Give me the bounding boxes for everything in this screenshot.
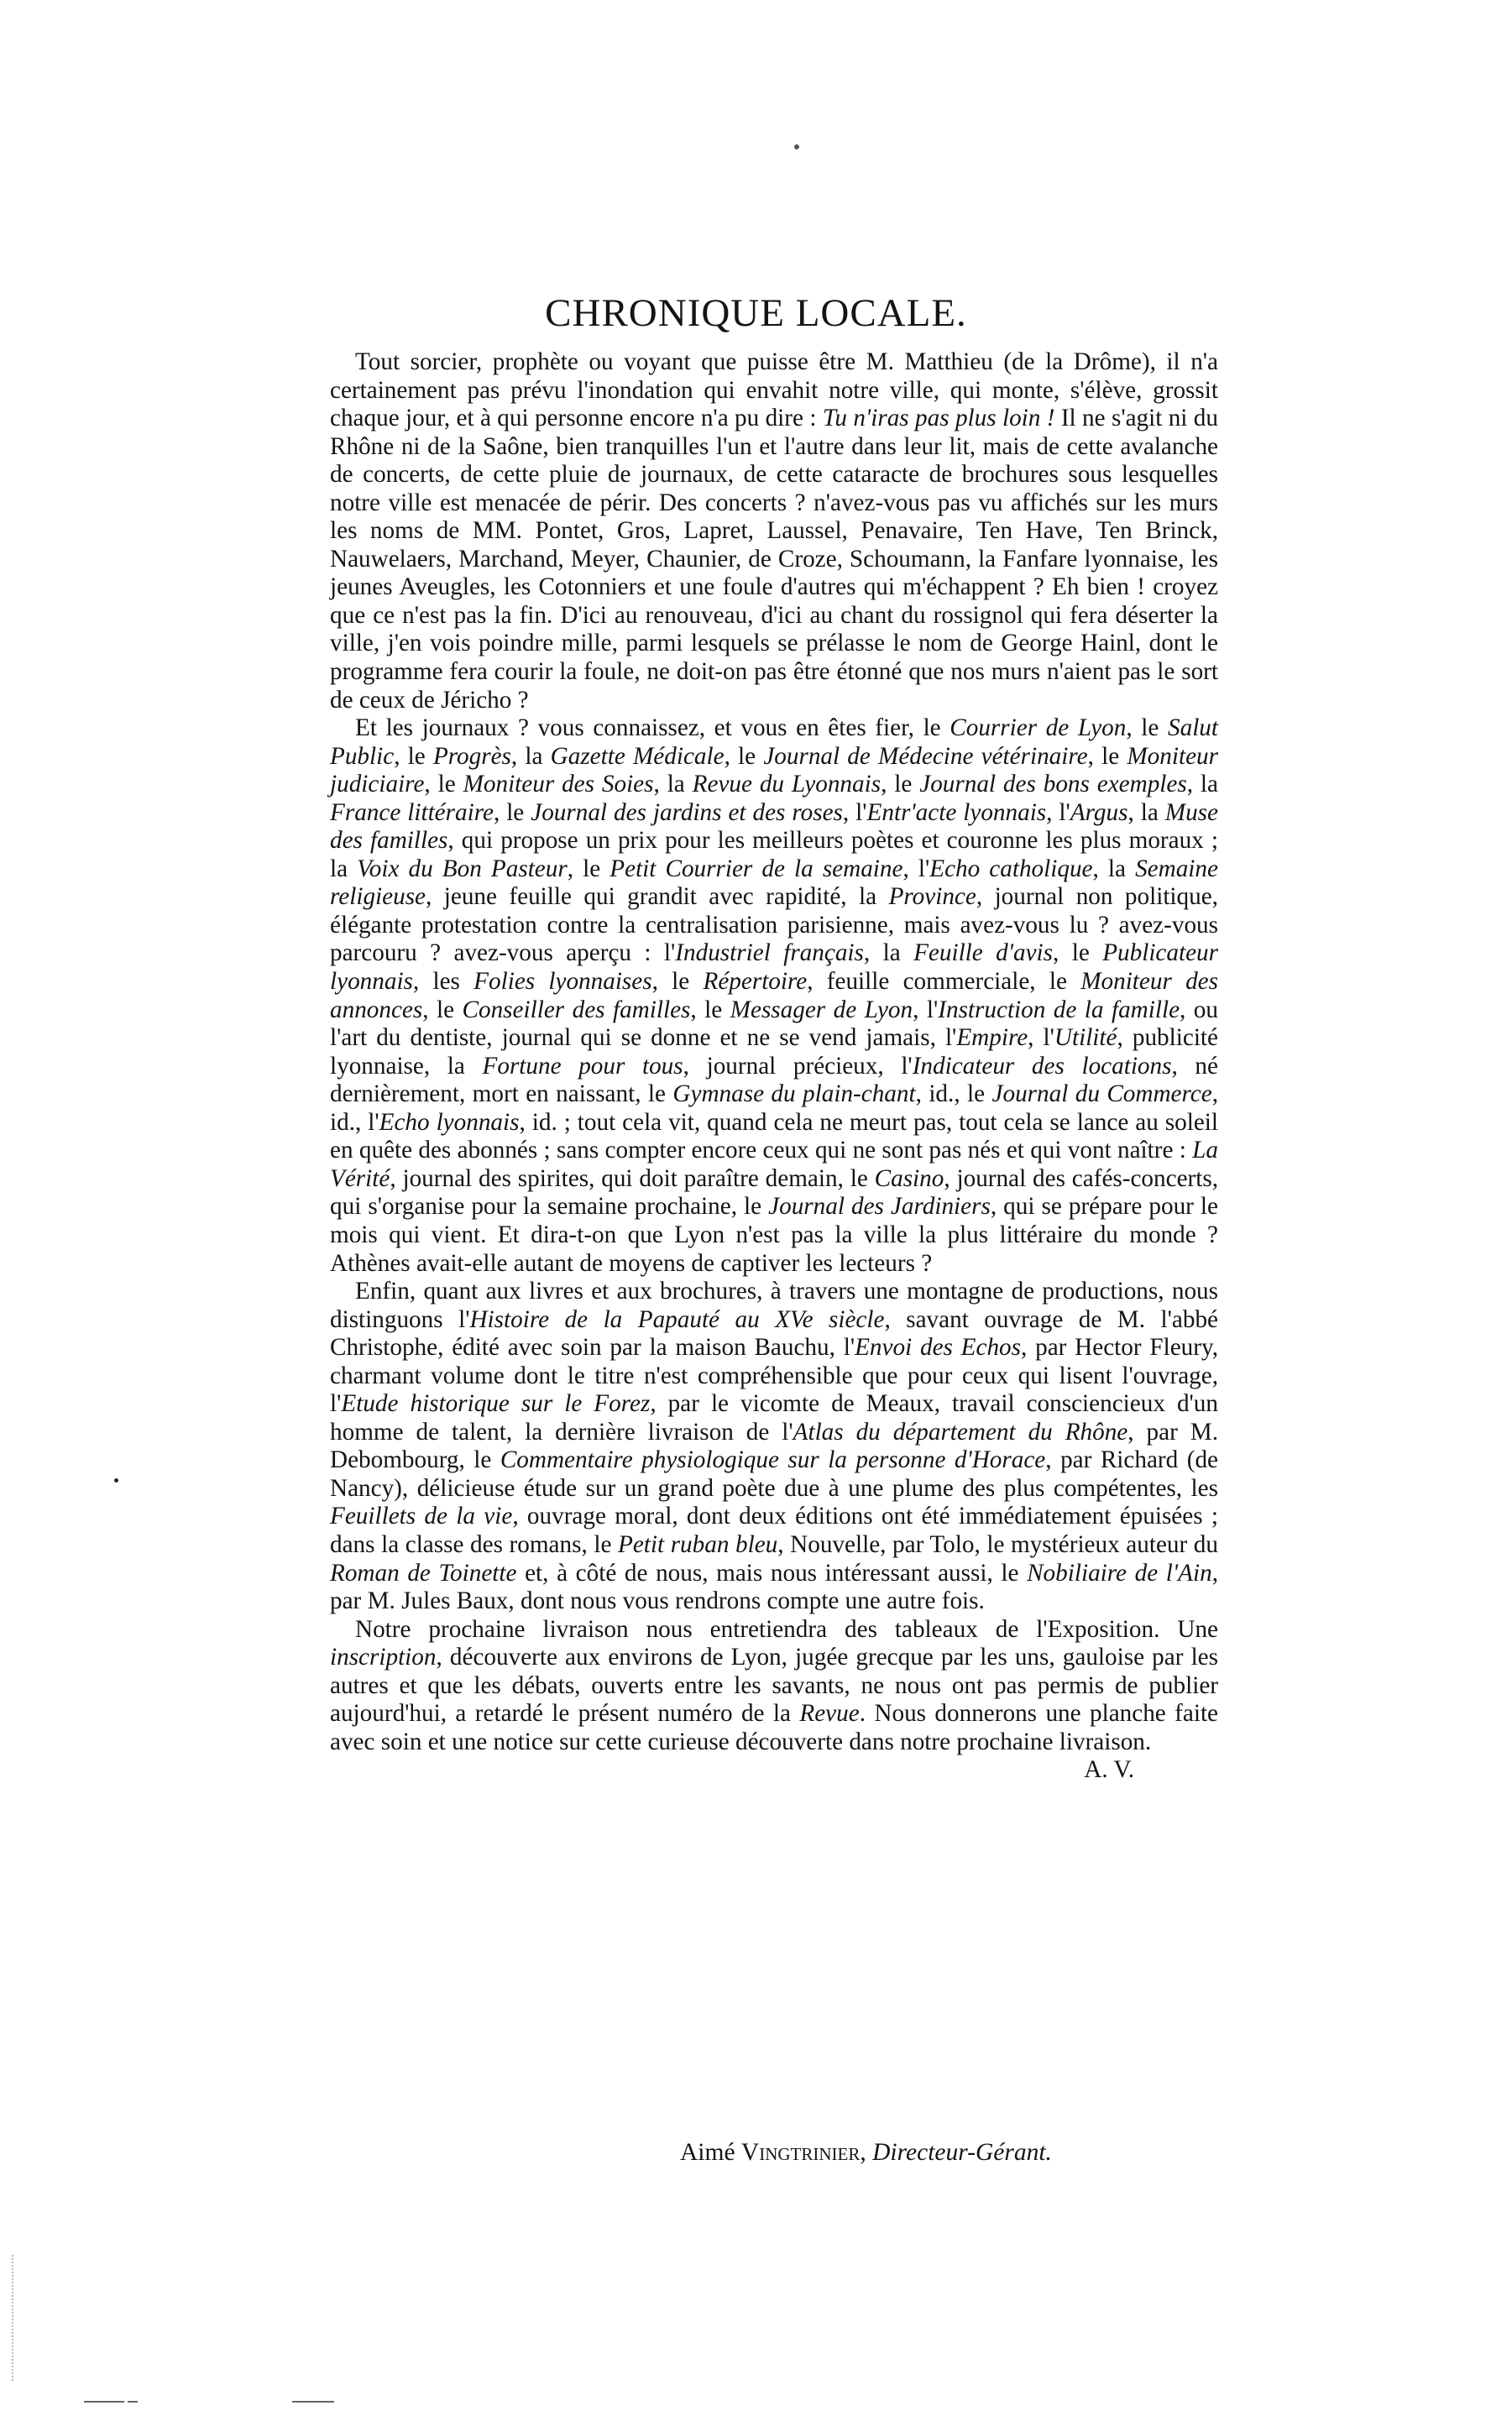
italic-title: Argus	[1070, 798, 1128, 826]
italic-title: Feuille d'avis	[913, 939, 1053, 967]
italic-title: Utilité	[1054, 1024, 1117, 1052]
italic-title: Journal des Jardiniers	[768, 1193, 991, 1221]
footer-rule	[292, 2401, 334, 2403]
paragraph-prochaine-livraison	[330, 1615, 1219, 1784]
italic-title: Gazette Médicale	[550, 742, 725, 770]
text-run: Et les journaux ? vous connaissez, et vous en êtes fier, le	[355, 714, 950, 742]
italic-title: Echo catholique	[929, 855, 1093, 882]
text-run: , le	[651, 968, 704, 996]
signature-role: Directeur-Gérant.	[872, 2139, 1052, 2166]
italic-title: Province	[888, 883, 976, 911]
italic-title: Journal du Commerce	[991, 1080, 1212, 1108]
text-run: , le	[724, 742, 764, 770]
text-run: , par Hector Fleury, charmant volume dont le titre n'est compréhensible que pour ceux qui lisent l'ouvrage, l'	[330, 1334, 1218, 1418]
text-run: , les	[412, 968, 474, 996]
italic-title: Voix du Bon Pasteur	[357, 855, 568, 882]
italic-title: Echo lyonnais	[379, 1108, 520, 1136]
text-run: , découverte aux environs de Lyon, jugée grecque par les uns, gauloise par les autres et que les débats, ouverts entre les savants, ne nous ont pas permis de publier aujourd'hui, a retardé le présent numéro de la	[330, 1644, 1218, 1728]
text-run: . Nous donnerons une planche faite avec soin et une notice sur cette curieuse découverte dans notre prochaine livraison.	[330, 1700, 1219, 1755]
text-run: , par M. Jules Baux, dont nous vous rendrons compte une autre fois.	[330, 1559, 1218, 1615]
text-run: , la	[1127, 798, 1165, 826]
italic-title: Muse des familles	[330, 798, 1218, 855]
italic-title: Histoire de la Papauté au XVe siècle	[469, 1305, 885, 1333]
margin-speck	[114, 1478, 118, 1483]
text-run: , journal non politique, élégante protestation contre la centralisation parisienne, mais avez-vous lu ? avez-vous parcouru ? avez-vous aperçu : l'	[330, 883, 1218, 967]
italic-title: Tu n'iras pas plus loin !	[822, 405, 1055, 432]
text-run: et, à côté de nous, mais nous intéressant aussi, le	[516, 1559, 1028, 1587]
italic-title: Courrier de Lyon	[950, 714, 1127, 742]
text-run: , qui propose un prix pour les meilleurs poètes et couronne les plus moraux ; la	[330, 827, 1218, 882]
italic-title: Empire	[956, 1024, 1028, 1052]
italic-title: Industriel français	[675, 939, 864, 967]
text-run: , le	[1126, 714, 1168, 742]
text-run: Tout sorcier, prophète ou voyant que puisse être M. Matthieu (de la Drôme), il n'a certainement pas prévu l'inondation qui envahit notre ville, qui monte, s'élève, grossit chaque jour, et à qui personne encore n'a pu dire :	[330, 348, 1218, 432]
italic-title: Nobiliaire de l'Ain	[1027, 1559, 1212, 1587]
italic-title: Revue du Lyonnais	[692, 771, 882, 798]
section-title: CHRONIQUE LOCALE.	[545, 291, 967, 335]
italic-title: Publicateur lyonnais	[330, 939, 1218, 996]
italic-title: Journal des bons exemples	[919, 771, 1187, 798]
footer-rule	[128, 2401, 138, 2403]
italic-title: Répertoire	[703, 968, 808, 996]
text-run: , savant ouvrage de M. l'abbé Christophe, édité avec soin par la maison Bauchu, l'	[330, 1305, 1218, 1362]
text-run: , la	[863, 939, 914, 967]
text-run: , jeune feuille qui grandit avec rapidité, la	[426, 883, 889, 911]
text-run: , le	[690, 996, 730, 1023]
signature-last-name: Vingtrinier,	[740, 2139, 866, 2166]
italic-title: Folies lyonnaises	[473, 968, 652, 996]
text-run: , id., le	[915, 1080, 992, 1108]
text-run: , le	[567, 855, 610, 882]
italic-title: Instruction de la famille	[938, 996, 1180, 1023]
text-run: , ou l'art du dentiste, journal qui se donne et ne se vend jamais, l'	[330, 996, 1218, 1052]
paragraph-concerts	[330, 348, 1218, 714]
footer-rule	[84, 2401, 124, 2403]
italic-title: Feuillets de la vie	[330, 1503, 513, 1530]
text-run: , le	[493, 798, 531, 826]
italic-title: Entr'acte lyonnais	[866, 798, 1047, 826]
text-run: , journal des spirites, qui doit paraître demain, le	[390, 1164, 875, 1192]
italic-title: Fortune pour tous	[482, 1052, 683, 1080]
italic-title: Envoi des Echos	[855, 1334, 1022, 1362]
italic-title: Progrès	[432, 742, 511, 770]
text-run: , la	[1092, 855, 1136, 882]
italic-title: Revue	[799, 1700, 860, 1728]
text-run: , Nouvelle, par Tolo, le mystérieux auteur du	[777, 1530, 1218, 1558]
text-run: , l'	[902, 855, 930, 882]
paragraph-journaux	[330, 714, 1218, 1278]
italic-title: Roman de Toinette	[330, 1559, 517, 1587]
italic-title: Moniteur des annonces	[330, 968, 1218, 1023]
text-run: , l'	[913, 996, 939, 1023]
text-run: , le	[394, 742, 433, 770]
text-run: , le	[1087, 742, 1127, 770]
text-run: , le	[424, 771, 463, 798]
page-mark	[794, 144, 799, 149]
signature-line	[680, 2139, 1052, 2167]
text-run: , la	[1186, 771, 1218, 798]
italic-title: Gymnase du plain-chant	[672, 1080, 916, 1108]
italic-title: Salut Public	[330, 714, 1218, 770]
text-run: , par le vicomte de Meaux, travail consciencieux d'un homme de talent, la dernière livraison de l'	[330, 1390, 1218, 1446]
text-run: , journal des cafés-concerts, qui s'organise pour la semaine prochaine, le	[330, 1164, 1219, 1221]
text-run: Il ne s'agit ni du Rhône ni de la Saône, bien tranquilles l'un et l'autre dans leur lit, mais de cette avalanche de concerts, de cette pluie de journaux, de cette cataracte de brochures sous lesquelles notre ville est menacée de périr. Des concerts ? n'avez-vous pas vu affichés sur les murs les noms de MM. Pontet, Gros, Lapret, Laussel, Penavaire, Ten Have, Ten Brinck, Nauwelaers, Marchand, Meyer, Chaunier, de Croze, Schoumann, la Fanfare lyonnaise, les jeunes Aveugles, les Cotonniers et une foule d'autres qui m'échappent ? Eh bien ! croyez que ce n'est pas la fin. D'ici au renouveau, d'ici au chant du rossignol qui fera déserter la ville, j'en vois poindre mille, parmi lesquels se prélasse le nom de George Hainl, dont le programme fera courir la foule, ne doit-on pas être étonné que nos murs n'aient pas le sort de ceux de Jéricho ?	[330, 405, 1218, 714]
text-run: Enfin, quant aux livres et aux brochures, à travers une montagne de productions, nous distinguons l'	[330, 1278, 1218, 1333]
italic-title: inscription	[330, 1644, 437, 1671]
italic-title: Moniteur judiciaire	[330, 742, 1218, 798]
italic-title: Casino	[874, 1164, 944, 1192]
text-run: , né dernièrement, mort en naissant, le	[330, 1052, 1218, 1108]
italic-title: Moniteur des Soies	[463, 771, 654, 798]
text-run: , le	[1053, 939, 1103, 967]
italic-title: La Vérité	[330, 1137, 1218, 1192]
italic-title: Journal des jardins et des roses	[531, 798, 843, 826]
article-body	[330, 348, 1218, 1785]
italic-title: Messager de Lyon	[730, 996, 913, 1023]
italic-title: Commentaire physiologique sur la personne d'Horace	[500, 1446, 1046, 1474]
text-run: , publicité lyonnaise, la	[330, 1024, 1218, 1080]
italic-title: Petit ruban bleu	[618, 1530, 778, 1558]
text-run: , id. ; tout cela vit, quand cela ne meurt pas, tout cela se lance au soleil en quête des abonnés ; sans compter encore ceux qui ne sont pas nés et qui vont naître :	[330, 1108, 1218, 1164]
text-run: , id., l'	[330, 1080, 1218, 1136]
paragraph-livres	[330, 1278, 1218, 1616]
text-run: , l'	[842, 798, 867, 826]
italic-title: Indicateur des locations	[912, 1052, 1172, 1080]
italic-title: Conseiller des familles	[462, 996, 691, 1023]
italic-title: Petit Courrier de la semaine	[610, 855, 903, 882]
text-run: , l'	[1028, 1024, 1054, 1052]
italic-title: France littéraire	[330, 798, 494, 826]
text-run: , par Richard (de Nancy), délicieuse étude sur un grand poète due à une plume des plus compétentes, les	[330, 1446, 1218, 1502]
italic-title: Atlas du département du Rhône	[793, 1418, 1128, 1446]
text-run: , feuille commerciale, le	[807, 968, 1081, 996]
italic-title: Semaine religieuse	[330, 855, 1218, 911]
text-run: , par M. Debombourg, le	[330, 1418, 1218, 1474]
text-run: , l'	[1046, 798, 1070, 826]
text-run: , le	[881, 771, 920, 798]
text-run: , la	[653, 771, 693, 798]
text-run: , journal précieux, l'	[683, 1052, 913, 1080]
text-run: , la	[510, 742, 551, 770]
text-run: Notre prochaine livraison nous entretiendra des tableaux de l'Exposition. Une	[355, 1615, 1218, 1643]
italic-title: Journal de Médecine vétérinaire	[763, 742, 1088, 770]
text-run: , ouvrage moral, dont deux éditions ont été immédiatement épuisées ; dans la classe des romans, le	[330, 1503, 1218, 1558]
text-run: , qui se prépare pour le mois qui vient. Et dira-t-on que Lyon n'est pas la ville la plus littéraire du monde ? Athènes avait-elle autant de moyens de captiver les lecteurs ?	[330, 1193, 1218, 1277]
author-initials: A. V.	[1084, 1756, 1134, 1784]
margin-dotted-rule	[12, 2255, 13, 2381]
signature-first-name: Aimé	[680, 2139, 735, 2166]
italic-title: Etude historique sur le Forez	[341, 1390, 651, 1418]
text-run: , le	[422, 996, 463, 1023]
